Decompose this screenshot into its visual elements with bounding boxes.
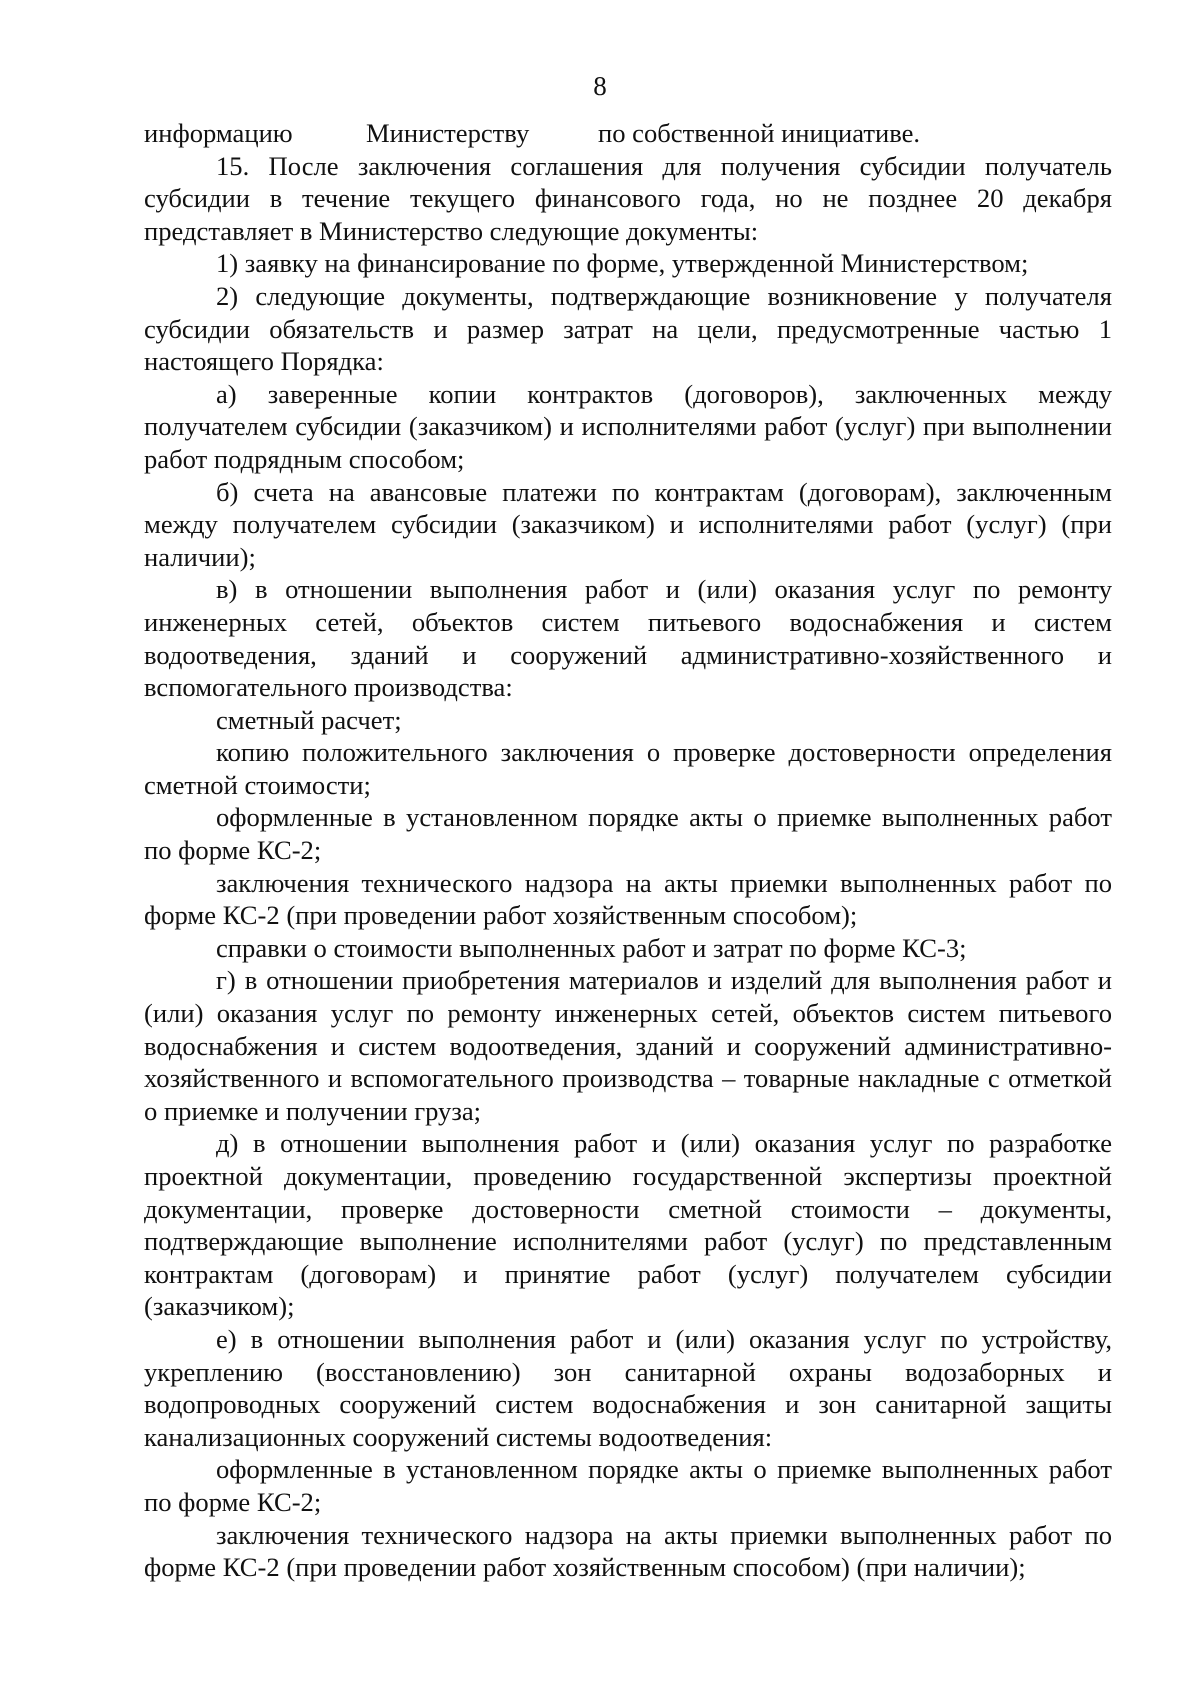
paragraph-continuation — [144, 117, 1112, 150]
paragraph-tech-supervision: заключения технического надзора на акты приемки выполненных работ по форме КС-2 (при проведении работ хозяйственным способом); — [144, 867, 1112, 931]
paragraph-item-2: 2) следующие документы, подтверждающие возникновение у получателя субсидии обязательств и размер затрат на цели, предусмотренные частью 1 настоящего Порядка: — [144, 280, 1112, 377]
paragraph-item-g: г) в отношении приобретения материалов и изделий для выполнения работ и (или) оказания услуг по ремонту инженерных сетей, объектов систем питьевого водоснабжения и систем водоотведения, зданий и сооружений административно-хозяйственного и вспомогательного производства – товарные накладные с отметкой о приемке и получении груза; — [144, 965, 1112, 1126]
word-initiative: по собственной инициативе. — [598, 118, 921, 148]
paragraph-expert-copy: копию положительного заключения о проверке достоверности определения сметной стоимости; — [144, 737, 1112, 800]
paragraph-item-v: в) в отношении выполнения работ и (или) оказания услуг по ремонту инженерных сетей, объектов систем питьевого водоснабжения и систем водоотведения, зданий и сооружений административно-хозяйственного и вспомогательного производства: — [144, 574, 1112, 703]
paragraph-item-b: б) счета на авансовые платежи по контрактам (договорам), заключенным между получателем субсидии (заказчиком) и исполнителями работ (услуг) (при наличии); — [144, 476, 1112, 572]
paragraph-item-d: д) в отношении выполнения работ и (или) оказания услуг по разработке проектной документации, проведению государственной экспертизы проектной документации, проверке достоверности сметной стоимости – документы, подтверждающие выполнение исполнителями работ (услуг) по представленным контрактам (договорам) и принятие работ (услуг) получателем субсидии (заказчиком); — [144, 1128, 1112, 1322]
paragraph-item-a: а) заверенные копии контрактов (договоров), заключенных между получателем субсидии (заказчиком) и исполнителями работ (услуг) при выполнении работ подрядным способом; — [144, 378, 1112, 474]
page-number: 8 — [593, 71, 607, 101]
paragraph-item-1: 1) заявку на финансирование по форме, утвержденной Министерством; — [216, 248, 1029, 279]
first-line — [144, 117, 1112, 150]
paragraph-item-e: е) в отношении выполнения работ и (или) оказания услуг по устройству, укреплению (восстановлению) зон санитарной охраны водозаборных и водопроводных сооружений систем водоснабжения и зон санитарной защиты канализационных сооружений системы водоотведения: — [144, 1323, 1112, 1452]
paragraph-acts-ks2: оформленные в установленном порядке акты о приемке выполненных работ по форме КС-2; — [144, 802, 1112, 866]
paragraph-ks3: справки о стоимости выполненных работ и затрат по форме КС-3; — [216, 932, 967, 963]
word-information: информацию — [144, 118, 293, 148]
paragraph-15: 15. После заключения соглашения для получения субсидии получатель субсидии в течение текущего финансового года, но не позднее 20 декабря представляет в Министерство следующие документы: — [144, 150, 1112, 246]
paragraph-estimate: сметный расчет; — [216, 704, 402, 735]
word-ministry: Министерству — [366, 118, 530, 148]
document-body — [144, 117, 1112, 1584]
paragraph-tech-supervision-2: заключения технического надзора на акты приемки выполненных работ по форме КС-2 (при проведении работ хозяйственным способом) (при наличии); — [144, 1519, 1112, 1583]
paragraph-acts-ks2-2: оформленные в установленном порядке акты о приемке выполненных работ по форме КС-2; — [144, 1454, 1112, 1517]
